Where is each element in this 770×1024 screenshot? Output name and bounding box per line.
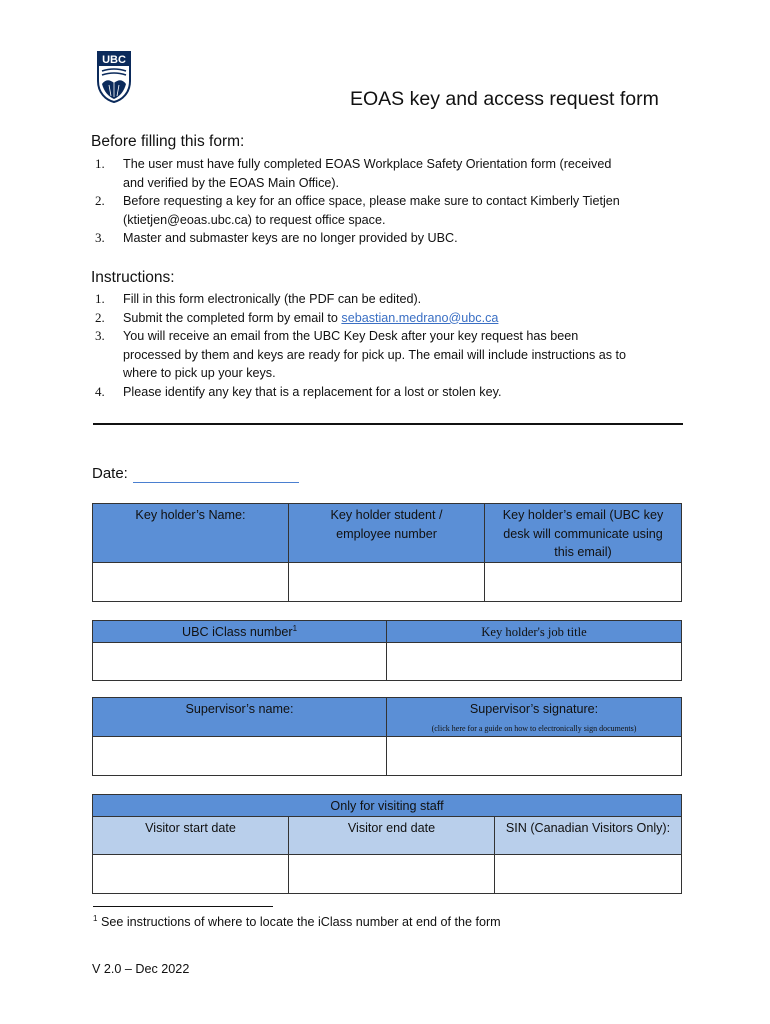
- iclass-number-header: UBC iClass number$^1$: [93, 621, 387, 643]
- list-item: 3. You will receive an email from the UBC Key Desk after your key request has been processed by them and keys are ready for pick up. The email will include instructions as to where to pick up your keys.: [95, 328, 627, 380]
- date-label: Date:: [92, 465, 128, 482]
- list-item: 3. Master and submaster keys are no longer provided by UBC.: [95, 230, 458, 245]
- student-number-header: Key holder student / employee number: [289, 504, 485, 563]
- job-title-field[interactable]: [387, 642, 682, 680]
- supervisor-signature-header: Supervisor’s signature: (click here for a guide on how to electronically sign documents): [387, 698, 682, 737]
- student-number-field[interactable]: [289, 563, 485, 602]
- footnote-divider: [93, 906, 273, 907]
- visiting-staff-banner: Only for visiting staff: [93, 795, 682, 817]
- list-item: 1. Fill in this form electronically (the PDF can be edited).: [95, 291, 422, 306]
- supervisor-name-field[interactable]: [93, 737, 387, 776]
- visitor-start-field[interactable]: [93, 854, 289, 893]
- footnote: $^1$ See instructions of where to locate the iClass number at end of the form: [93, 913, 501, 929]
- instructions-list: [93, 290, 693, 401]
- before-heading: Before filling this form:: [91, 133, 245, 150]
- version-label: V 2.0 – Dec 2022: [92, 962, 190, 976]
- supervisor-table: [92, 697, 682, 776]
- section-divider: [93, 423, 683, 425]
- list-item: 4. Please identify any key that is a replacement for a lost or stolen key.: [95, 383, 502, 399]
- page-title: EOAS key and access request form: [350, 88, 659, 110]
- email-link[interactable]: sebastian.medrano@ubc.ca: [341, 310, 499, 325]
- email-field[interactable]: [485, 563, 682, 602]
- supervisor-name-header: Supervisor’s name:: [93, 698, 387, 737]
- key-holder-name-header: Key holder’s Name:: [93, 504, 289, 563]
- job-title-header: Key holder's job title: [387, 621, 682, 643]
- visiting-staff-table: [92, 794, 682, 894]
- list-item: 2. Before requesting a key for an office space, please make sure to contact Kimberly Tietjen (ktietjen@eoas.ubc.ca) to request office space.: [95, 193, 620, 227]
- before-list: [93, 155, 693, 248]
- instructions-heading: Instructions:: [91, 269, 175, 286]
- key-holder-table: [92, 503, 682, 602]
- supervisor-signature-field[interactable]: [387, 737, 682, 776]
- ubc-logo: [97, 51, 131, 103]
- iclass-table: [92, 620, 682, 681]
- sin-field[interactable]: [495, 854, 682, 893]
- visitor-start-header: Visitor start date: [93, 816, 289, 854]
- date-field[interactable]: [133, 482, 299, 483]
- list-item: 1. The user must have fully completed EOAS Workplace Safety Orientation form (received and verified by the EOAS Main Office).: [95, 156, 612, 190]
- sin-header: SIN (Canadian Visitors Only):: [495, 816, 682, 854]
- email-header: Key holder’s email (UBC key desk will communicate using this email): [485, 504, 682, 563]
- iclass-number-field[interactable]: [93, 642, 387, 680]
- svg-text:UBC: UBC: [102, 54, 126, 66]
- signature-guide-link[interactable]: (click here for a guide on how to electronically sign documents): [431, 723, 637, 733]
- visitor-end-field[interactable]: [289, 854, 495, 893]
- visitor-end-header: Visitor end date: [289, 816, 495, 854]
- key-holder-name-field[interactable]: [93, 563, 289, 602]
- list-item: 2. Submit the completed form by email to sebastian.medrano@ubc.ca: [95, 309, 499, 325]
